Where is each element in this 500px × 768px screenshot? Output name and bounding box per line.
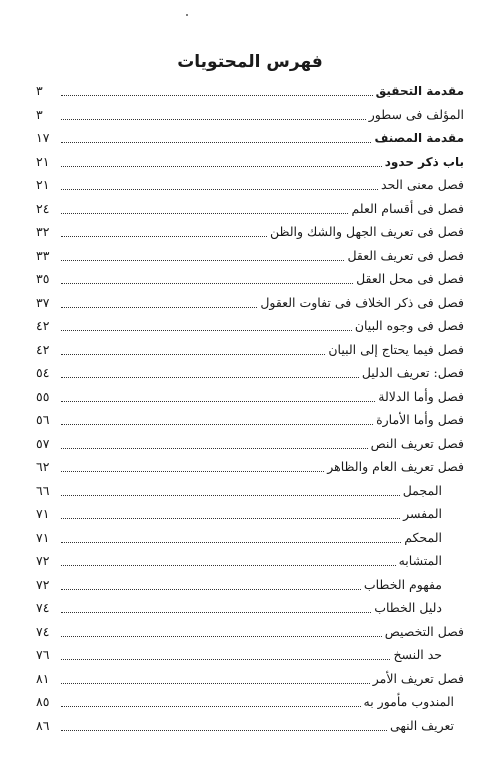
toc-entry (36, 220, 464, 244)
dot-leader (61, 416, 373, 425)
dot-leader (61, 322, 352, 331)
toc-entry-title: فصل فى ذكر الخلاف فى تفاوت العقول (260, 294, 464, 310)
toc-entry-title: المتشابه (398, 553, 442, 568)
toc-entry-page-number: ٧٢ (36, 576, 50, 592)
toc-entry-title: فصل التخصيص (384, 623, 464, 639)
dot-leader (61, 722, 387, 731)
toc-entry (36, 502, 464, 526)
toc-entry (36, 455, 464, 479)
toc-entry-page-number: ٥٤ (36, 365, 50, 380)
dot-leader (61, 205, 348, 214)
toc-entry (36, 244, 464, 268)
toc-entry-page-number: ٧٤ (36, 600, 50, 615)
dot-leader (61, 252, 344, 261)
toc-entry (36, 549, 464, 573)
toc-entry (36, 526, 464, 550)
toc-entry (36, 620, 464, 644)
toc-entry-title: المجمل (402, 482, 442, 498)
toc-entry-title: فصل تعريف النص (370, 435, 464, 451)
toc-entry (36, 126, 464, 150)
dot-leader (61, 181, 378, 190)
dot-leader (61, 675, 370, 684)
dot-leader (61, 393, 375, 402)
toc-entry-page-number: ٥٥ (36, 388, 50, 404)
toc-entry (36, 714, 464, 738)
toc-entry-page-number: ٢١ (36, 153, 50, 169)
toc-entry-title: مفهوم الخطاب (363, 576, 442, 592)
toc-entry (36, 314, 464, 338)
dot-leader (61, 487, 400, 496)
toc-entry (36, 267, 464, 291)
toc-entry-page-number: ٦٢ (36, 459, 50, 474)
toc-entry-title: فصل فى تعريف الجهل والشك والظن (269, 224, 464, 239)
toc-entry-title: فصل فى محل العقل (356, 271, 464, 286)
toc-entry (36, 103, 464, 127)
toc-entry-title: المفسر (403, 506, 442, 521)
toc-entry (36, 150, 464, 174)
toc-entry-title: فصل معنى الحد (380, 177, 464, 192)
toc-entry (36, 667, 464, 691)
toc-entry (36, 197, 464, 221)
toc-entry-page-number: ٧٤ (36, 623, 50, 639)
dot-leader (61, 134, 371, 143)
table-of-contents (36, 79, 464, 737)
toc-entry-title: باب ذكر حدود (384, 154, 464, 169)
toc-entry (36, 479, 464, 503)
toc-entry-title: المندوب مأمور به (363, 694, 454, 709)
dot-leader (61, 463, 324, 472)
toc-entry-title: مقدمة التحقيق (375, 84, 464, 98)
toc-entry (36, 408, 464, 432)
toc-entry (36, 432, 464, 456)
dot-leader (61, 698, 361, 707)
scan-speck (186, 14, 188, 16)
toc-entry (36, 79, 464, 103)
toc-entry-title: حد النسخ (393, 647, 442, 662)
toc-entry-title: فصل تعريف العام والظاهر (327, 459, 464, 474)
dot-leader (61, 369, 359, 378)
toc-entry-title: تعريف النهى (389, 717, 454, 733)
toc-entry-page-number: ١٧ (36, 130, 50, 145)
toc-entry (36, 173, 464, 197)
dot-leader (61, 510, 400, 519)
toc-entry (36, 385, 464, 409)
toc-entry-page-number: ٧٢ (36, 553, 50, 568)
toc-entry-page-number: ٨٦ (36, 717, 50, 733)
toc-entry (36, 291, 464, 315)
toc-entry-title: فصل تعريف الأمر (372, 670, 464, 686)
dot-leader (61, 275, 353, 284)
toc-entry-page-number: ٧١ (36, 529, 50, 545)
toc-entry (36, 690, 464, 714)
dot-leader (61, 299, 257, 308)
toc-entry (36, 361, 464, 385)
dot-leader (61, 158, 382, 167)
page-title: فهرس المحتويات (177, 52, 323, 72)
toc-entry-page-number: ٤٢ (36, 318, 50, 333)
toc-entry-title: فصل فى أقسام العلم (351, 200, 464, 216)
toc-entry-page-number: ٨١ (36, 670, 50, 686)
toc-entry-title: المؤلف فى سطور (368, 106, 464, 122)
toc-entry-page-number: ٥٧ (36, 435, 50, 451)
dot-leader (61, 604, 371, 613)
toc-entry (36, 643, 464, 667)
toc-entry (36, 596, 464, 620)
toc-entry-title: فصل فى تعريف العقل (347, 247, 464, 263)
toc-entry-page-number: ٣٢ (36, 224, 50, 239)
toc-entry-page-number: ٣ (36, 106, 43, 122)
dot-leader (61, 651, 390, 660)
dot-leader (61, 228, 267, 237)
toc-entry-page-number: ٨٥ (36, 694, 50, 709)
toc-entry-page-number: ٥٦ (36, 412, 50, 427)
toc-entry-title: فصل وأما الأمارة (376, 412, 464, 427)
dot-leader (61, 557, 396, 566)
toc-entry-page-number: ٦٦ (36, 482, 50, 498)
toc-entry-page-number: ٣٥ (36, 271, 50, 286)
toc-entry-page-number: ٣ (36, 83, 43, 98)
toc-entry-page-number: ٣٣ (36, 247, 50, 263)
toc-entry-page-number: ٤٢ (36, 341, 50, 357)
toc-entry-page-number: ٢١ (36, 177, 50, 192)
toc-entry-page-number: ٢٤ (36, 200, 50, 216)
toc-entry-page-number: ٣٧ (36, 294, 50, 310)
dot-leader (61, 581, 361, 590)
dot-leader (61, 87, 373, 96)
dot-leader (61, 534, 401, 543)
toc-entry-title: دليل الخطاب (374, 600, 442, 615)
toc-entry (36, 573, 464, 597)
toc-entry-title: مقدمة المصنف (374, 131, 464, 145)
toc-entry-title: فصل فى وجوه البيان (354, 318, 464, 333)
toc-entry-title: المحكم (404, 529, 442, 545)
dot-leader (61, 440, 368, 449)
dot-leader (61, 346, 325, 355)
toc-entry-title: فصل وأما الدلالة (378, 388, 464, 404)
dot-leader (61, 111, 366, 120)
dot-leader (61, 628, 382, 637)
toc-entry-page-number: ٧٦ (36, 647, 50, 662)
toc-entry (36, 338, 464, 362)
toc-entry-title: فصل: تعريف الدليل (361, 365, 464, 380)
toc-entry-page-number: ٧١ (36, 506, 50, 521)
toc-entry-title: فصل فيما يحتاج إلى البيان (328, 341, 464, 357)
